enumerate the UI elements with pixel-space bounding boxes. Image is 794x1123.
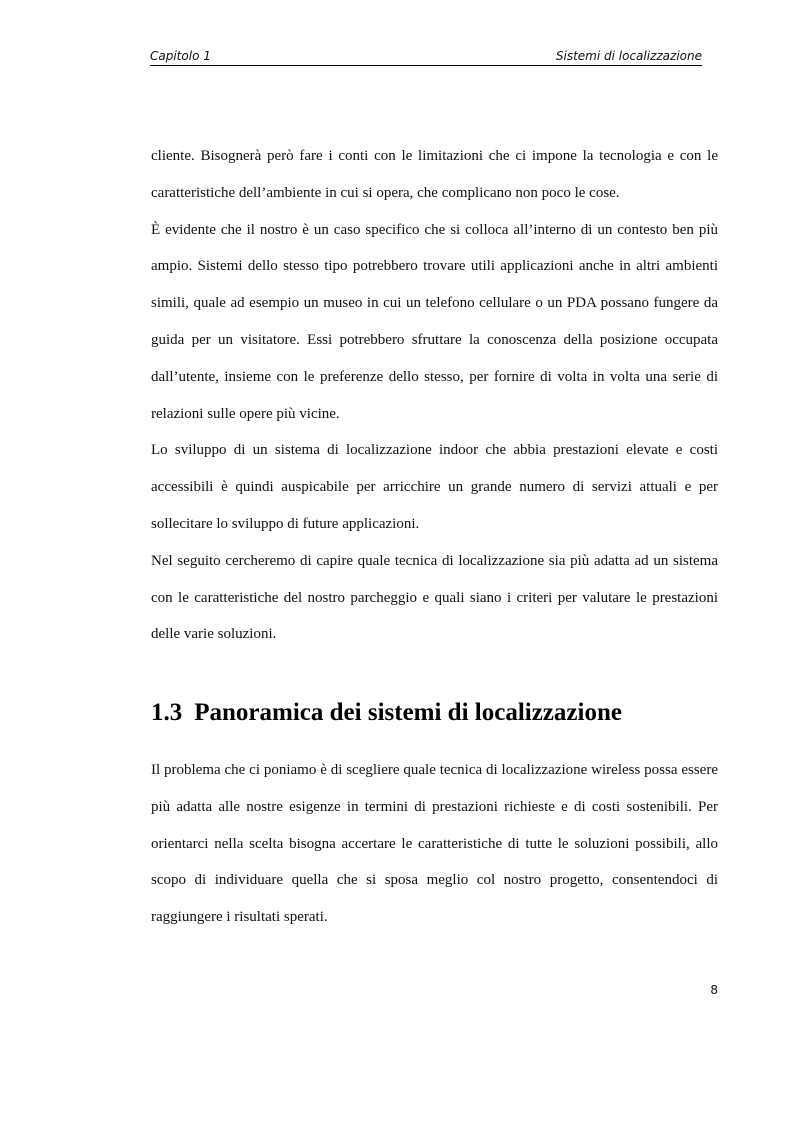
section-number: 1.3 <box>151 699 183 726</box>
body-text-bottom <box>151 752 718 936</box>
paragraph: È evidente che il nostro è un caso specifico che si colloca all’interno di un contesto ben più ampio. Sistemi dello stesso tipo potrebbero trovare utili applicazioni anche in altri ambienti simili, quale ad esempio un museo in cui un telefono cellulare o un PDA possano fungere da guida per un visitatore. Essi potrebbero sfruttare la conoscenza della posizione occupata dall’utente, insieme con le preferenze dello stesso, per fornire di volta in volta una serie di relazioni sulle opere più vicine. <box>151 221 718 422</box>
body-text-top <box>151 138 718 653</box>
page-number: 8 <box>710 983 718 997</box>
running-header <box>150 47 702 66</box>
header-title: Sistemi di localizzazione <box>555 49 702 63</box>
paragraph: cliente. Bisognerà però fare i conti con le limitazioni che ci impone la tecnologia e con le caratteristiche dell’ambiente in cui si opera, che complicano non poco le cose. <box>151 148 718 201</box>
paragraph: Il problema che ci poniamo è di scegliere quale tecnica di localizzazione wireless possa essere più adatta alle nostre esigenze in termini di prestazioni richieste e di costi sostenibili. Per orientarci nella scelta bisogna accertare le caratteristiche di tutte le soluzioni possibili, allo scopo di individuare quella che si sposa meglio col nostro progetto, consentendoci di raggiungere i risultati sperati. <box>151 762 718 926</box>
section-title: Panoramica dei sistemi di localizzazione <box>194 699 622 726</box>
paragraph: Lo sviluppo di un sistema di localizzazione indoor che abbia prestazioni elevate e costi accessibili è quindi auspicabile per arricchire un grande numero di servizi attuali e per sollecitare lo sviluppo di future applicazioni. <box>151 442 718 532</box>
header-chapter: Capitolo 1 <box>150 49 211 63</box>
section-heading <box>151 697 622 729</box>
paragraph: Nel seguito cercheremo di capire quale tecnica di localizzazione sia più adatta ad un sistema con le caratteristiche del nostro parcheggio e quali siano i criteri per valutare le prestazioni delle varie soluzioni. <box>151 552 718 643</box>
